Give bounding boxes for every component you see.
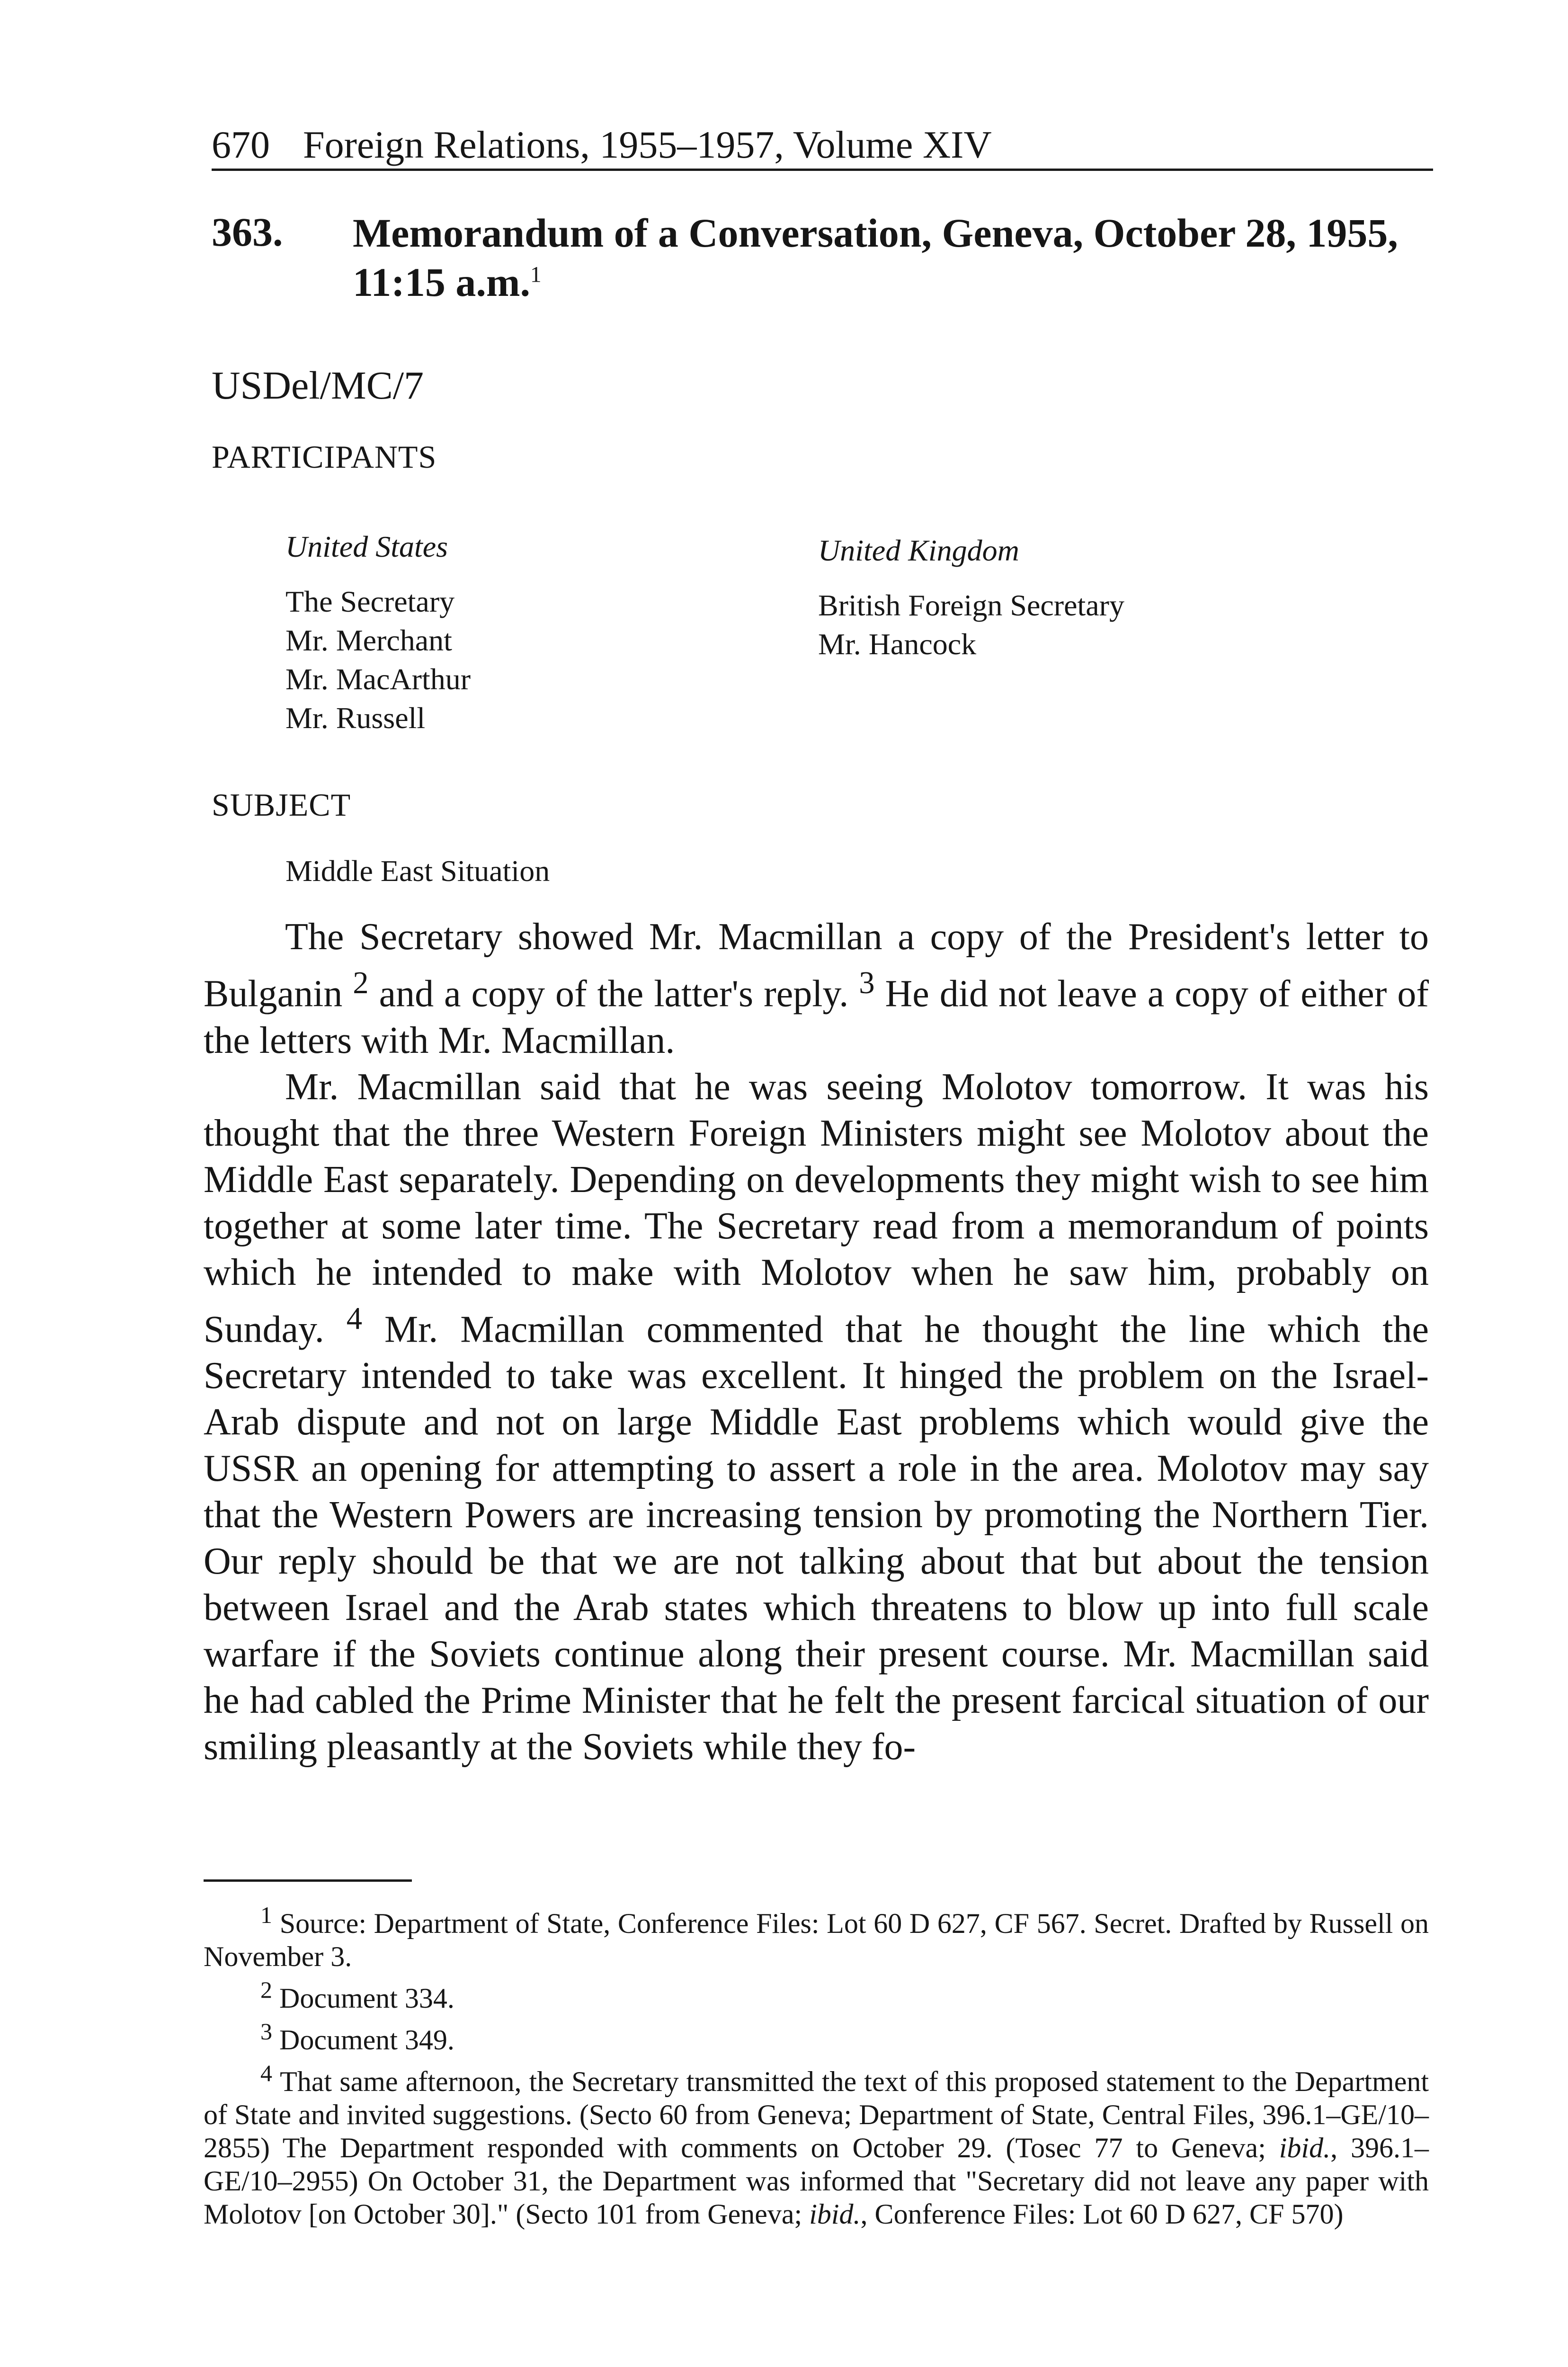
subject-label: SUBJECT — [212, 787, 351, 823]
running-header — [212, 121, 1433, 171]
footnote-3 — [204, 2015, 1429, 2056]
footnote-ibid: ibid. — [809, 2198, 861, 2230]
footnote-number: 4 — [260, 2060, 272, 2086]
footnote-1 — [204, 1898, 1429, 1973]
document-number: 363. — [212, 209, 283, 255]
footnote-number: 2 — [260, 1976, 272, 2003]
body-paragraph — [204, 1064, 1429, 1771]
subject-text: Middle East Situation — [285, 854, 550, 888]
us-delegation-heading: United States — [285, 530, 448, 563]
participants-label: PARTICIPANTS — [212, 439, 437, 475]
body-text-run: Mr. Macmillan commented that he thought the line which the Secretary intended to take was excellent. It hinged the problem on the Israel-Arab dispute and not on large Middle East problems which would give the USSR an opening for attempting to assert a role in the area. Molotov may say that the Western Powers are increasing tension by promoting the Northern Tier. Our reply should be that we are not talking about that but about the tension between Israel and the Arab states which threatens to blow up into full scale warfare if the Soviets continue along their present course. Mr. Macmillan said he had cabled the Prime Minister that he felt the present farcical situation of our smiling pleasantly at the Soviets while they fo- — [204, 1308, 1429, 1768]
footnote-number: 3 — [260, 2018, 272, 2045]
uk-participant-list — [818, 586, 1124, 664]
participant: Mr. Merchant — [285, 623, 452, 657]
participant: British Foreign Secretary — [818, 588, 1124, 622]
footnote-text: Source: Department of State, Conference Files: Lot 60 D 627, CF 567. Secret. Drafted by Russell on November 3. — [204, 1908, 1429, 1972]
footnote-ref-4: 4 — [346, 1301, 363, 1336]
footnote-2 — [204, 1973, 1429, 2015]
body-text-run: and a copy of the latter's reply. — [368, 973, 849, 1015]
us-participant-list — [285, 582, 471, 738]
body-text-run: Mr. Macmillan said that he was seeing Molotov tomorrow. It was his thought that the three Western Foreign Ministers might see Molotov about the Middle East separately. Depending on developments they might wish to see him together at some later time. The Secretary read from a memorandum of points which he intended to make with Molotov when he saw him, probably on Sunday. — [204, 1066, 1429, 1351]
document-title — [353, 208, 1442, 307]
document-title-text: Memorandum of a Conversation, Geneva, October 28, 1955, 11:15 a.m. — [353, 210, 1398, 305]
running-title: Foreign Relations, 1955–1957, Volume XIV — [303, 123, 992, 166]
footnote-ref-3: 3 — [859, 966, 875, 1000]
footnote-text: Document 334. — [279, 1983, 454, 2014]
footnote-ibid: ibid. — [1279, 2132, 1331, 2163]
participant: The Secretary — [285, 585, 455, 618]
memorandum-body — [204, 914, 1429, 1770]
participant: Mr. MacArthur — [285, 662, 471, 696]
footnote-4 — [204, 2056, 1429, 2231]
footnote-ref-1: 1 — [530, 262, 542, 287]
footnote-text: , 396.1–GE/10–2955) On October 31, the Department was informed that "Secretary did not leave any paper with Molotov [on October 30]." (Secto 101 from Geneva; — [204, 2132, 1429, 2230]
document-reference: USDel/MC/7 — [212, 364, 424, 408]
footnote-text: Document 349. — [279, 2024, 454, 2056]
body-text-run: The Secretary showed Mr. Macmillan a copy of the President's letter to Bulganin — [204, 916, 1429, 1015]
body-text-run: He did not leave a copy of either of the letters with Mr. Macmillan. — [204, 973, 1429, 1061]
footnote-text: That same afternoon, the Secretary transmitted the text of this proposed statement to the Department of State and invited suggestions. (Secto 60 from Geneva; Department of State, Central Files, 396.1–GE/10–2855) The Department responded with comments on October 29. (Tosec 77 to Geneva; — [204, 2066, 1429, 2163]
footnotes — [204, 1898, 1429, 2231]
uk-delegation-heading: United Kingdom — [818, 534, 1019, 567]
participant: Mr. Russell — [285, 701, 426, 735]
participant: Mr. Hancock — [818, 627, 977, 661]
footnote-text: , Conference Files: Lot 60 D 627, CF 570) — [860, 2198, 1344, 2230]
body-paragraph — [204, 914, 1429, 1064]
footnote-ref-2: 2 — [353, 966, 369, 1000]
footnote-divider — [204, 1879, 412, 1882]
footnote-number: 1 — [260, 1902, 272, 1928]
page-number: 670 — [212, 123, 270, 166]
